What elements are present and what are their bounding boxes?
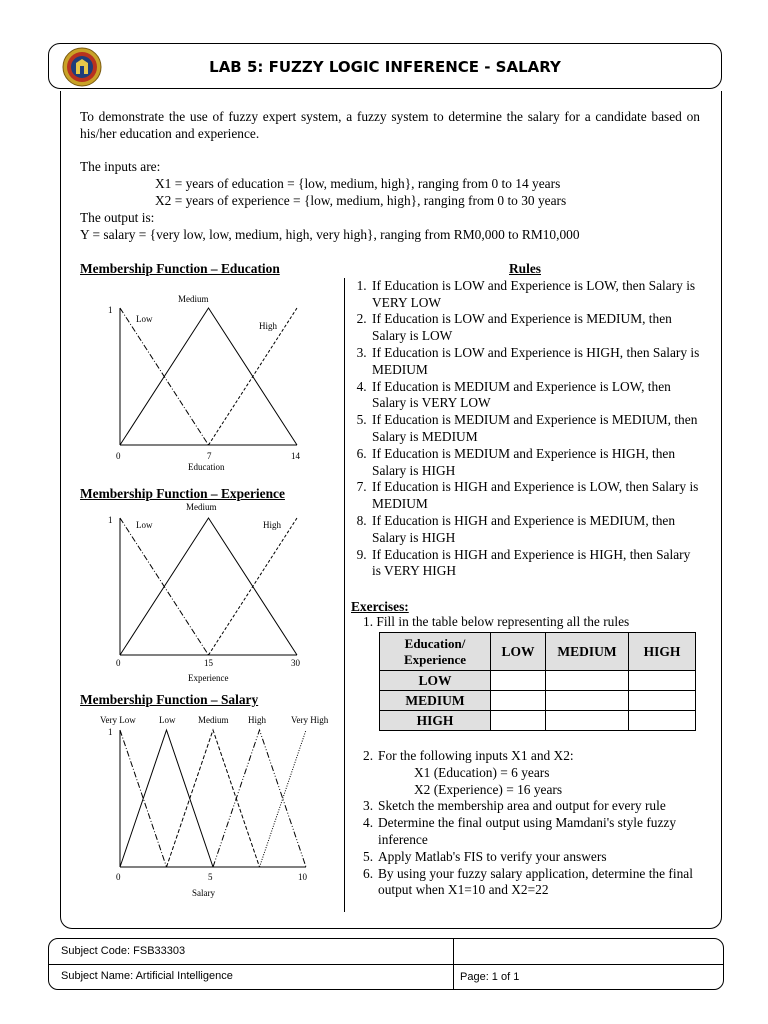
label-high: High — [248, 715, 266, 725]
table-row-header: HIGH — [380, 711, 491, 731]
experience-chart-heading: Membership Function – Experience — [80, 486, 285, 501]
education-membership-chart — [100, 290, 310, 476]
exercise-2-text: For the following inputs X1 and X2: — [378, 748, 574, 763]
intro-section — [80, 109, 700, 243]
table-corner-header: Education/ Experience — [380, 633, 491, 671]
page-number: Page: 1 of 1 — [460, 971, 520, 983]
exercise-6-text: By using your fuzzy salary application, determine the final output when X1=10 and X2=22 — [378, 865, 693, 898]
x-tick-30: 30 — [291, 658, 300, 668]
exercise-1: 1. Fill in the table below representing all the rules — [363, 614, 630, 629]
table-row-header: LOW — [380, 671, 491, 691]
x-tick-7: 7 — [207, 451, 212, 461]
exercise-list-rest: 2. For the following inputs X1 and X2: X1 (Education) = 6 years X2 (Experience) = 16 years 3. Sketch the membership area and output for every rule 4. Determine the final output using Mamdani's style fuzzy inference 5. Apply Matlab's FIS to verify your answers 6. By using your fuzzy salary application, determine the final output when X1=10 and X2=22 — [363, 748, 708, 899]
x-tick-14: 14 — [291, 451, 300, 461]
x-tick-5: 5 — [208, 872, 213, 882]
table-cell[interactable] — [629, 691, 696, 711]
exercise-2-x2: X2 (Experience) = 16 years — [414, 781, 563, 797]
rule-item: 6. If Education is MEDIUM and Experience is HIGH, then Salary is HIGH — [370, 446, 700, 480]
x-tick-0: 0 — [116, 451, 121, 461]
label-medium: Medium — [186, 502, 217, 512]
table-cell[interactable] — [546, 711, 629, 731]
table-cell[interactable] — [629, 711, 696, 731]
x-tick-0: 0 — [116, 872, 121, 882]
label-low: Low — [136, 314, 153, 324]
rule-item: 8. If Education is HIGH and Experience is MEDIUM, then Salary is HIGH — [370, 513, 700, 547]
salary-membership-chart — [100, 710, 329, 905]
inputs-label: The inputs are: — [80, 159, 161, 175]
table-cell[interactable] — [629, 671, 696, 691]
page-title: LAB 5: FUZZY LOGIC INFERENCE - SALARY — [209, 58, 561, 76]
exercise-2-x1: X1 (Education) = 6 years — [414, 764, 550, 780]
rule-item: 2. If Education is LOW and Experience is MEDIUM, then Salary is LOW — [370, 311, 700, 345]
table-col-header: LOW — [491, 633, 546, 671]
label-very-high: Very High — [291, 715, 329, 725]
rule-item: 3. If Education is LOW and Experience is HIGH, then Salary is MEDIUM — [370, 345, 700, 379]
rules-list — [350, 278, 700, 580]
rule-item: 9. If Education is HIGH and Experience is HIGH, then Salary is VERY HIGH — [370, 547, 700, 581]
output-label: The output is: — [80, 209, 155, 225]
label-low: Low — [159, 715, 176, 725]
salary-chart-heading: Membership Function – Salary — [80, 692, 259, 707]
rules-heading: Rules — [509, 261, 541, 276]
rule-item: 5. If Education is MEDIUM and Experience is MEDIUM, then Salary is MEDIUM — [370, 412, 700, 446]
label-low: Low — [136, 520, 153, 530]
table-row-header: MEDIUM — [380, 691, 491, 711]
x-tick-0: 0 — [116, 658, 121, 668]
exercise-5-text: Apply Matlab's FIS to verify your answers — [378, 848, 607, 864]
intro-paragraph: To demonstrate the use of fuzzy expert system, a fuzzy system to determine the salary for a candidate based on his/her education and experience. — [80, 109, 700, 141]
rules-table — [379, 632, 696, 731]
table-col-header: HIGH — [629, 633, 696, 671]
table-cell[interactable] — [491, 691, 546, 711]
input-x1: X1 = years of education = {low, medium, high}, ranging from 0 to 14 years — [155, 176, 561, 192]
label-high: High — [263, 520, 281, 530]
rules-section — [350, 261, 700, 580]
education-chart-heading: Membership Function – Education — [80, 261, 280, 276]
column-divider — [344, 278, 345, 912]
rule-item: 1. If Education is LOW and Experience is LOW, then Salary is VERY LOW — [370, 278, 700, 312]
table-cell[interactable] — [491, 711, 546, 731]
series-low-line — [120, 730, 213, 867]
subject-name: Subject Name: Artificial Intelligence — [61, 970, 233, 982]
footer-row-divider — [49, 964, 723, 965]
table-cell[interactable] — [491, 671, 546, 691]
exercise-1-text: Fill in the table below representing all the rules — [376, 614, 630, 629]
y-tick-1: 1 — [108, 515, 113, 525]
table-col-header: MEDIUM — [546, 633, 629, 671]
table-cell[interactable] — [546, 671, 629, 691]
label-medium: Medium — [198, 715, 229, 725]
y-tick-1: 1 — [108, 305, 113, 315]
rule-item: 7. If Education is HIGH and Experience is LOW, then Salary is MEDIUM — [370, 479, 700, 513]
input-x2: X2 = years of experience = {low, medium, high}, ranging from 0 to 30 years — [155, 192, 567, 208]
y-tick-1: 1 — [108, 727, 113, 737]
experience-membership-chart — [100, 500, 310, 686]
exercises-heading: Exercises: — [351, 599, 409, 614]
x-tick-10: 10 — [298, 872, 307, 882]
table-cell[interactable] — [546, 691, 629, 711]
footer-col-divider — [453, 939, 454, 989]
exercise-4-text: Determine the final output using Mamdani's style fuzzy inference — [378, 815, 677, 847]
series-medium-line — [167, 730, 260, 867]
series-medium-line — [120, 518, 297, 655]
rule-item: 4. If Education is MEDIUM and Experience is LOW, then Salary is VERY LOW — [370, 379, 700, 413]
x-axis-label: Experience — [188, 673, 229, 683]
exercise-3-text: Sketch the membership area and output for every rule — [378, 798, 666, 814]
label-very-low: Very Low — [100, 715, 136, 725]
footer-box — [48, 938, 724, 990]
x-axis-label: Education — [188, 462, 225, 472]
x-axis-label: Salary — [192, 888, 215, 898]
series-high-line — [213, 730, 306, 867]
label-high: High — [259, 321, 277, 331]
subject-code: Subject Code: FSB33303 — [61, 945, 186, 957]
label-medium: Medium — [178, 294, 209, 304]
x-tick-15: 15 — [204, 658, 213, 668]
output-y: Y = salary = {very low, low, medium, high, very high}, ranging from RM0,000 to RM10,000 — [80, 226, 580, 242]
